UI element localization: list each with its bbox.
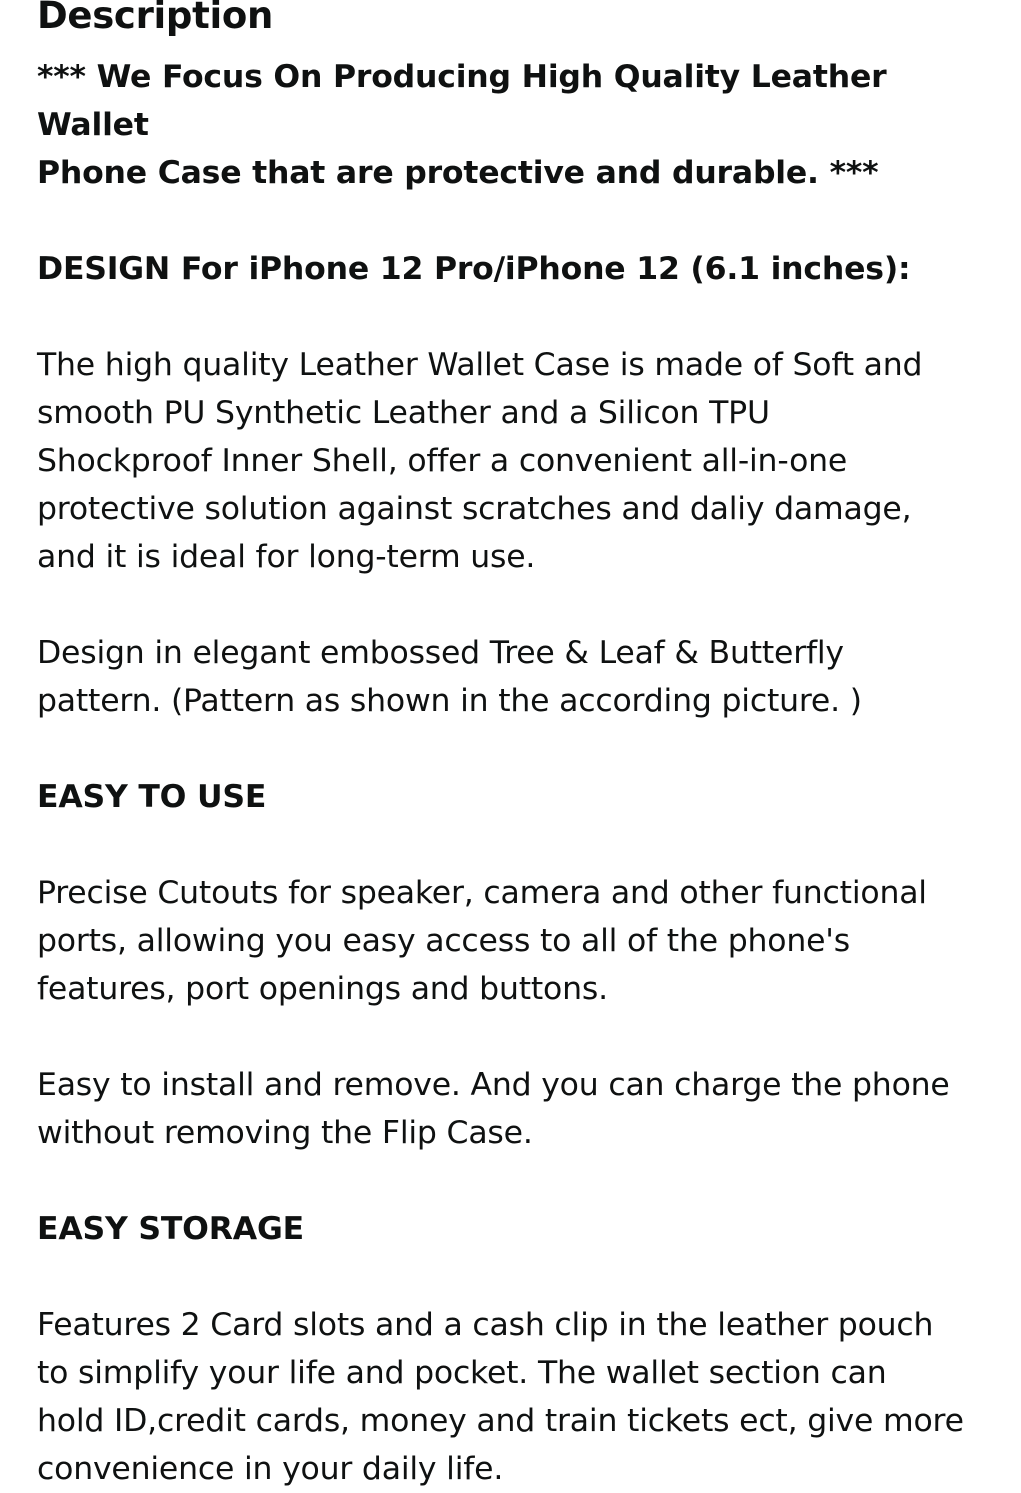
spacer (37, 1253, 997, 1301)
spacer (37, 197, 997, 245)
spacer (37, 36, 997, 53)
pattern-paragraph: Design in elegant embossed Tree & Leaf & Butterfly pattern. (Pattern as shown in the according picture. ) (37, 635, 862, 719)
install-paragraph: Easy to install and remove. And you can charge the phone without removing the Flip Case. (37, 1067, 950, 1151)
cutouts-paragraph: Precise Cutouts for speaker, camera and other functional ports, allowing you easy access to all of the phone's features, port openings and buttons. (37, 875, 927, 1007)
spacer (37, 293, 997, 341)
spacer (37, 725, 997, 773)
spacer (37, 821, 997, 869)
intro-paragraph: *** We Focus On Producing High Quality Leather Wallet Phone Case that are protective and durable. *** (37, 59, 887, 191)
product-description (37, 0, 997, 1493)
spacer (37, 581, 997, 629)
storage-paragraph: Features 2 Card slots and a cash clip in the leather pouch to simplify your life and pocket. The wallet section can hold ID,credit cards, money and train tickets ect, give more convenience in your daily life. (37, 1307, 964, 1487)
design-heading: DESIGN For iPhone 12 Pro/iPhone 12 (6.1 inches): (37, 251, 911, 287)
spacer (37, 1157, 997, 1205)
easy-to-use-heading: EASY TO USE (37, 779, 267, 815)
easy-storage-heading: EASY STORAGE (37, 1211, 304, 1247)
material-paragraph: The high quality Leather Wallet Case is made of Soft and smooth PU Synthetic Leather and a Silicon TPU Shockproof Inner Shell, offer a convenient all-in-one protective solution against scratches and daliy damage, and it is ideal for long-term use. (37, 347, 923, 575)
spacer (37, 1013, 997, 1061)
description-heading: Description (37, 0, 274, 37)
